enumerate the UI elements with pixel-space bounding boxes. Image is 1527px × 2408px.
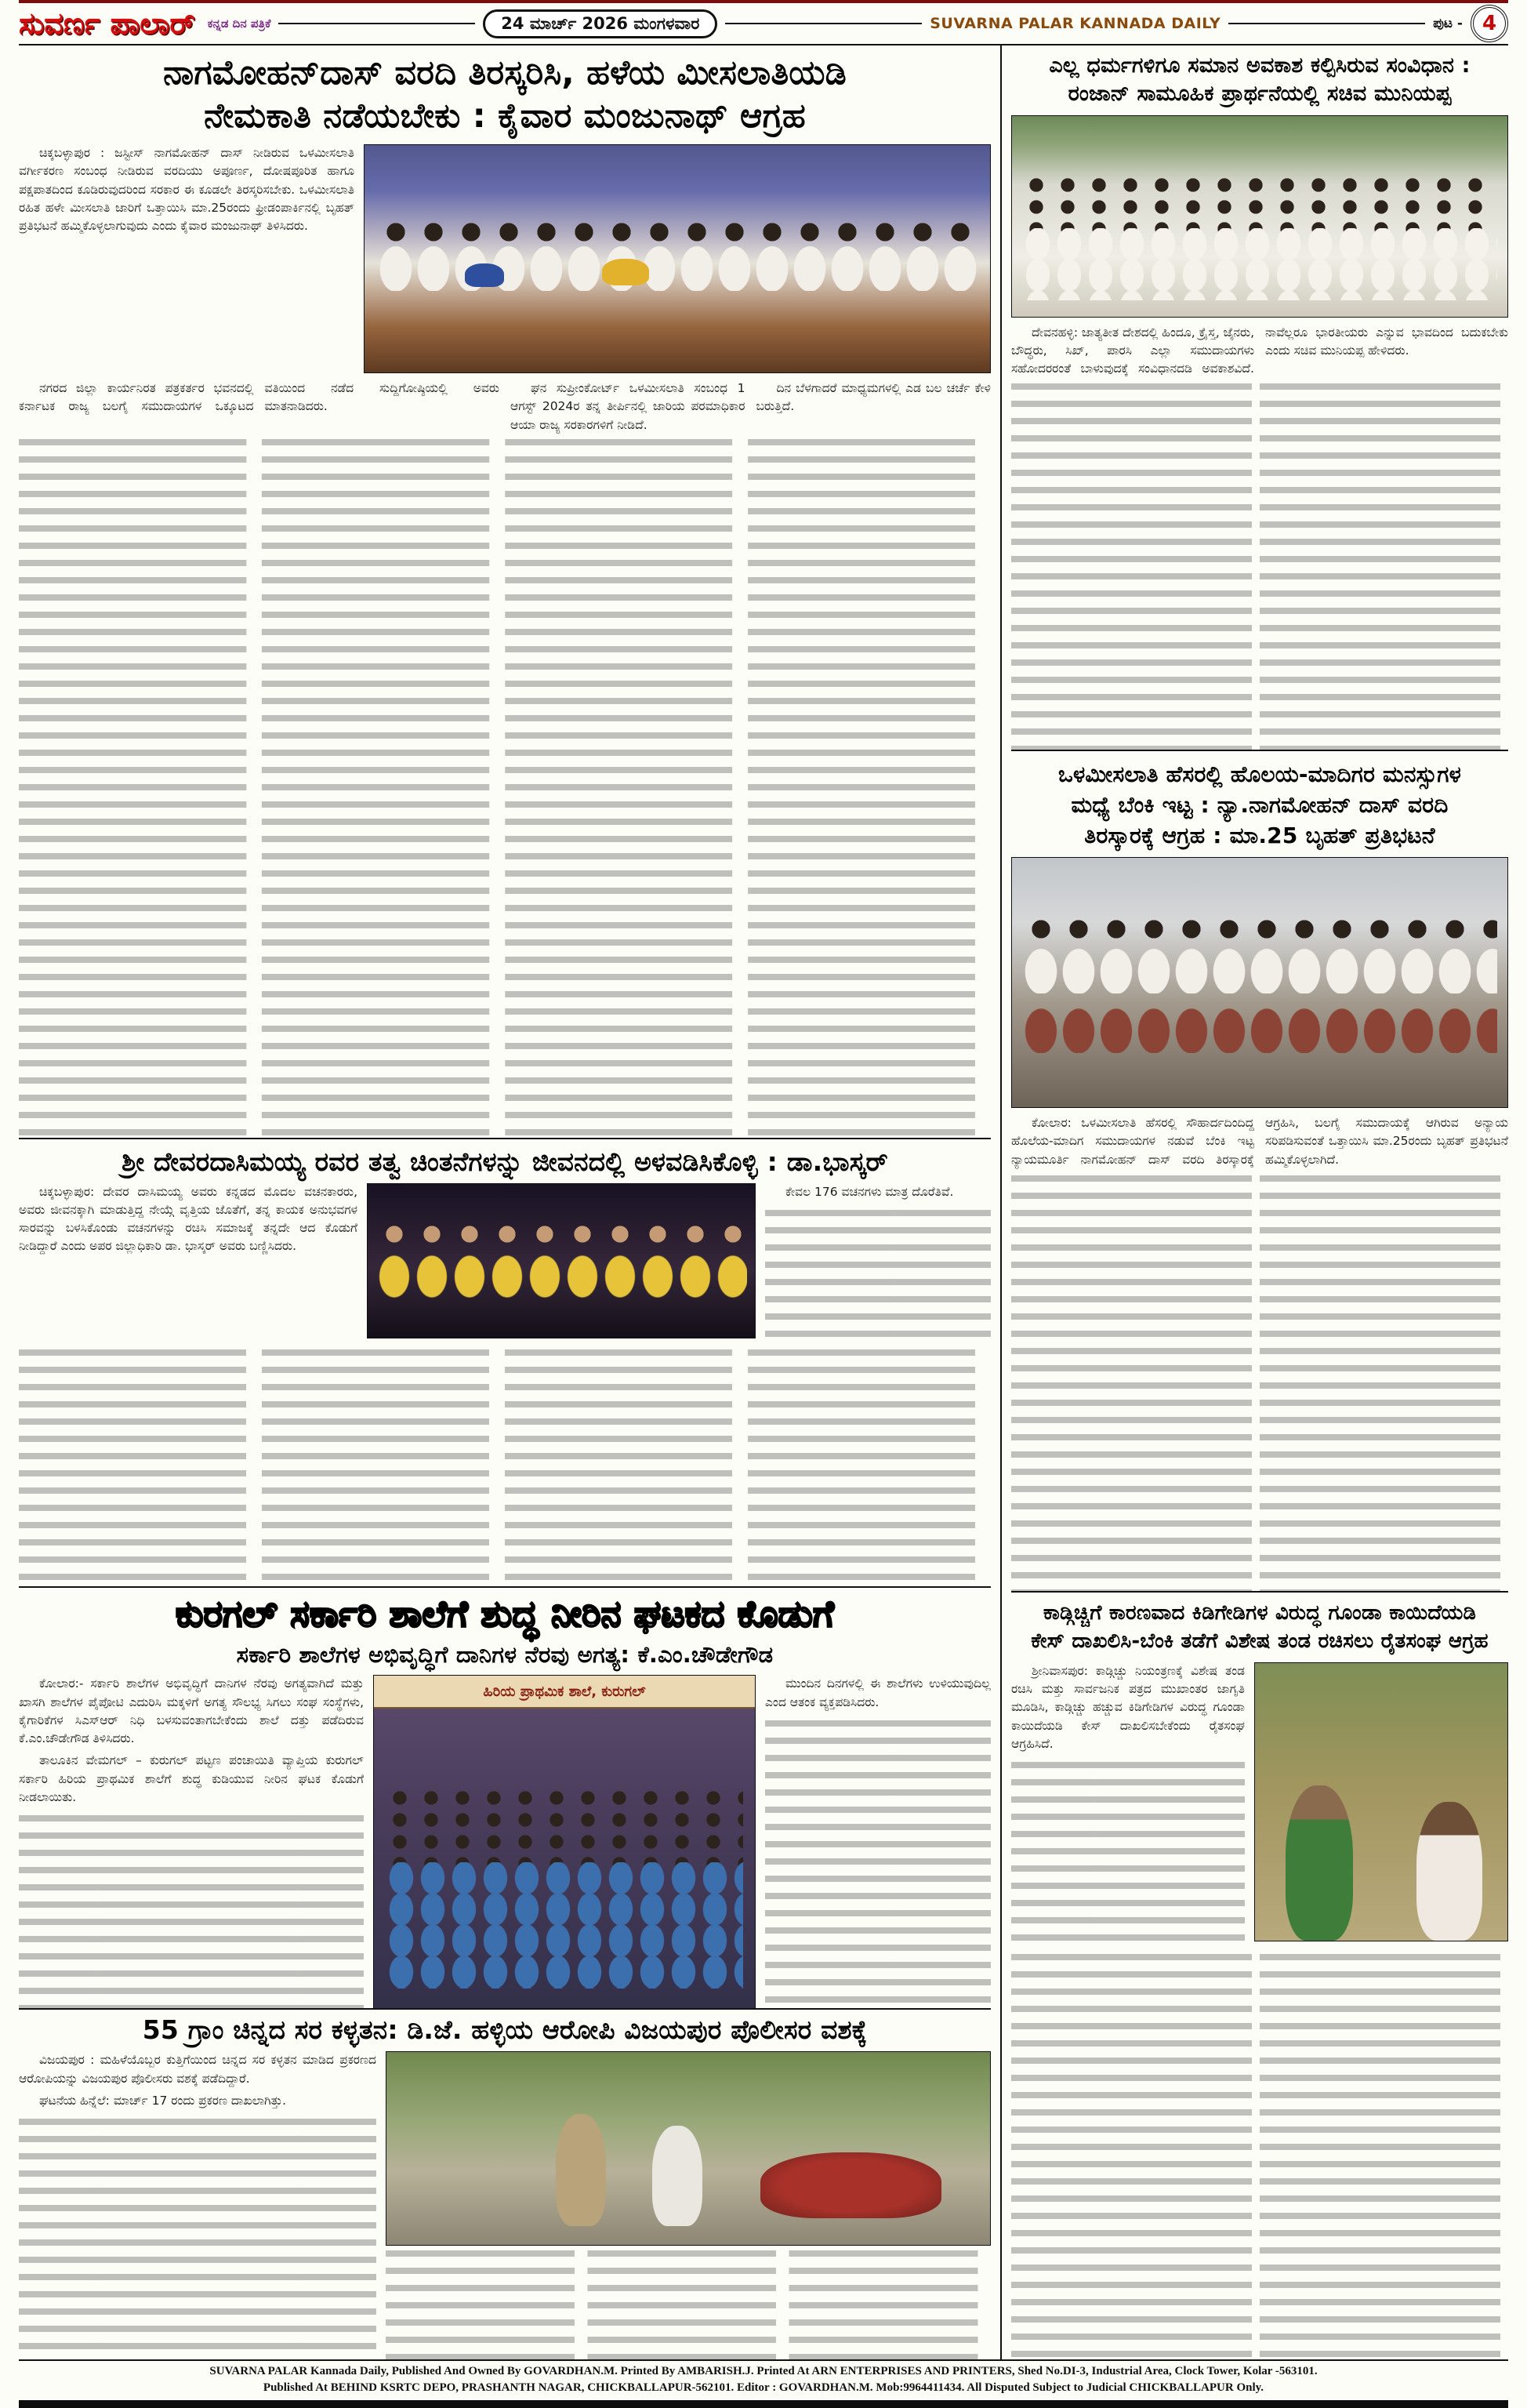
body-continued: [19, 380, 991, 1138]
photo-people-row: [375, 1223, 747, 1248]
photo-people-row: [1022, 1008, 1498, 1053]
photo-people-row: [377, 220, 977, 245]
header-rule-right: [1228, 23, 1425, 24]
body-column-right: [765, 1183, 991, 1340]
greeked-text-filler: [19, 2119, 376, 2359]
greeked-text-filler: [1011, 383, 1508, 750]
body-paragraph: ಕೇವಲ 176 ವಚನಗಳು ಮಾತ್ರ ದೊರೆತಿವೆ.: [785, 1184, 954, 1199]
article-gold-theft: [19, 2008, 991, 2359]
body-column-1: [19, 144, 354, 373]
photo-crowd-white-garments: [1022, 228, 1498, 300]
press-meet-photo: [364, 144, 991, 373]
body-continued: [19, 1345, 991, 1586]
body-column-1: [19, 1183, 357, 1340]
article-inner-reservation: [1011, 750, 1508, 1591]
article-headline: ಶ್ರೀ ದೇವರದಾಸಿಮಯ್ಯ ರವರ ತತ್ವ ಚಿಂತನೆಗಳನ್ನು ಜೀವನದಲ್ಲಿ ಅಳವಡಿಸಿಕೊಳ್ಳಿ : ಡಾ.ಭಾಸ್ಕರ್: [122, 1146, 888, 1178]
body-column-1: [1011, 1662, 1245, 1943]
body-paragraph: ಮುಂದಿನ ದಿನಗಳಲ್ಲಿ ಈ ಶಾಲೆಗಳು ಉಳಿಯುವುದಿಲ್ಲ ಎಂದ ಆತಂಕ ವ್ಯಕ್ತಪಡಿಸಿದರು.: [765, 1676, 991, 1709]
protest-group-photo: [1011, 857, 1508, 1108]
body-continued: [1011, 324, 1508, 750]
article-reservation-report: [19, 45, 991, 1138]
prayer-crowd-photo: [1011, 115, 1508, 318]
body-paragraph: ಘನ ಸುಪ್ರೀಂಕೋರ್ಟ್ ಒಳಮೀಸಲಾತಿ ಸಂಬಂಧ 1 ಆಗಸ್ಟ್ 2024ರ ತನ್ನ ತೀರ್ಪಿನಲ್ಲಿ ಜಾರಿಯ ಪರಮಾಧಿಕಾರ ಆಯಾ ರಾಜ್ಯ ಸರಕಾರಗಳಿಗೆ ನೀಡಿದೆ.: [510, 381, 745, 432]
headline-line-1: ಕಾಡ್ಗಿಚ್ಚಿಗೆ ಕಾರಣವಾದ ಕಿಡಿಗೇಡಿಗಳ ವಿರುದ್ಧ ಗೂಂಡಾ ಕಾಯಿದೆಯಡಿ: [1043, 1601, 1477, 1625]
photo-people-row: [1022, 948, 1498, 993]
photo-farmer-white-shirt: [1416, 1802, 1482, 1941]
page-number-badge: 4: [1471, 5, 1508, 42]
photo-figure: [652, 2126, 702, 2226]
article-kuragal-school: [19, 1586, 991, 2008]
greeked-text-filler: [765, 1210, 991, 1340]
headline-line-1: ನಾಗಮೋಹನ್‌ದಾಸ್ ವರದಿ ತಿರಸ್ಕರಿಸಿ, ಹಳೆಯ ಮೀಸಲಾತಿಯಡಿ: [163, 53, 847, 93]
photo-students-uniforms: [386, 1862, 744, 1989]
farmers-dry-trees-photo: [1254, 1662, 1508, 1941]
stage-event-photo: [367, 1183, 756, 1338]
body-paragraph: ದಿನ ಬೆಳಗಾದರೆ ಮಾಧ್ಯಮಗಳಲ್ಲಿ ಎಡ ಬಲ ಚರ್ಚೆ ಕೇಳಿ ಬರುತ್ತಿದೆ.: [756, 381, 991, 414]
photo-and-caption: [386, 2051, 991, 2359]
body-paragraph: ಘಟನೆಯ ಹಿನ್ನೆಲೆ: ಮಾರ್ಚ್ 17 ರಂದು ಪ್ರಕರಣ ದಾಖಲಾಗಿತ್ತು.: [39, 2093, 287, 2108]
headline-line-2: ಮಧ್ಯೆ ಬೆಂಕಿ ಇಟ್ಟ : ನ್ಯಾ.ನಾಗಮೋಹನ್ ದಾಸ್ ವರದಿ: [1071, 791, 1449, 818]
body-paragraph: ವಿಜಯಪುರ : ಮಹಿಳೆಯೊಬ್ಬರ ಕುತ್ತಿಗೆಯಿಂದ ಚಿನ್ನದ ಸರ ಕಳ್ಳತನ ಮಾಡಿದ ಪ್ರಕರಣದ ಆರೋಪಿಯನ್ನು ವಿಜಯಪುರ ಪೊಲೀಸರು ವಶಕ್ಕೆ ಪಡೆದಿದ್ದಾರೆ.: [19, 2053, 376, 2086]
masthead-title: ಸುವರ್ಣ ಪಾಲಾರ್: [19, 5, 195, 41]
photo-garland-row: [375, 1255, 747, 1300]
masthead-bar: [19, 0, 1508, 44]
imprint-footer: [19, 2359, 1508, 2408]
greeked-text-filler: [19, 1815, 364, 2008]
main-column: [19, 45, 1000, 2359]
page-content: [19, 44, 1508, 2359]
header-rule-left: [278, 23, 475, 24]
imprint-line-1: SUVARNA PALAR Kannada Daily, Published And Owned By GOVARDHAN.M. Printed By AMBARISH.J. Printed At ARN ENTERPRISES AND PRINTERS, Shed No.DI-3, Industrial Area, Clock Tower, Kolar -563101.: [209, 2364, 1318, 2377]
article-headline: [19, 45, 991, 144]
photo-accent: [465, 263, 504, 287]
body-paragraph: ದೇವನಹಳ್ಳಿ: ಜಾತ್ಯತೀತ ದೇಶದಲ್ಲಿ ಹಿಂದೂ, ಕ್ರೈಸ್ತ, ಜೈನರು, ಬೌದ್ಧರು, ಸಿಖ್, ಪಾರಸಿ ಎಲ್ಲಾ ಸಮುದಾಯಗಳು ಸಹೋದರರಂತೆ ಬಾಳುವುದಕ್ಕೆ ಸಂವಿಧಾನದಡಿ ಅವಕಾಶವಿದೆ. ನಾವೆಲ್ಲರೂ ಭಾರತೀಯರು ಎನ್ನುವ ಭಾವದಿಂದ ಬದುಕಬೇಕು ಎಂದು ಸಚಿವ ಮುನಿಯಪ್ಪ ಹೇಳಿದರು.: [1011, 325, 1508, 376]
right-column: [1000, 45, 1508, 2359]
photo-crowd-heads: [1022, 176, 1498, 237]
article-headline: [1011, 1596, 1508, 1662]
body-paragraph: ಚಿಕ್ಕಬಳ್ಳಾಪುರ: ದೇವರ ದಾಸಿಮಯ್ಯ ಅವರು ಕನ್ನಡದ ಮೊದಲ ವಚನಕಾರರು, ಅವರು ಜೀವನಕ್ಕಾಗಿ ಮಾಡುತ್ತಿದ್ದ ನೇಯ್ಗೆ ವೃತ್ತಿಯ ಜೊತೆಗೆ, ತನ್ನ ಕಾಯಕ ಅನುಭವಗಳ ಸಾರವನ್ನು ಬಳಸಿಕೊಂಡು ವಚನಗಳನ್ನು ರಚಿಸಿ ಸಮಾಜಕ್ಕೆ ತನ್ನದೇ ಆದ ಕೊಡುಗೆ ನೀಡಿದ್ದಾರೆ ಎಂದು ಅಪರ ಜಿಲ್ಲಾಧಿಕಾರಿ ಡಾ. ಭಾಸ್ಕರ್ ಅವರು ಬಣ್ಣಿಸಿದರು.: [19, 1184, 357, 1254]
caption-text-area: [386, 2250, 991, 2359]
photo-police-figure: [556, 2114, 606, 2226]
photo-farmer-green-shirt: [1286, 1785, 1353, 1941]
imprint-line-2: Published At BEHIND KSRTC DEPO, PRASHANTH NAGAR, CHICKBALLAPUR-562101. Editor : GOVARDHAN.M. Mob:9964411434. All Disputed Subject to Judicial CHICKBALLAPUR Only.: [263, 2381, 1264, 2395]
headline-line-2: ರಂಜಾನ್ ಸಾಮೂಹಿಕ ಪ್ರಾರ್ಥನೆಯಲ್ಲಿ ಸಚಿವ ಮುನಿಯಪ್ಪ: [1068, 82, 1452, 107]
greeked-text-filler: [765, 1720, 991, 2008]
greeked-text-filler: [386, 2250, 991, 2359]
article-headline: 55 ಗ್ರಾಂ ಚಿನ್ನದ ಸರ ಕಳ್ಳತನ: ಡಿ.ಜೆ. ಹಳ್ಳಿಯ ಆರೋಪಿ ವಿಜಯಪುರ ಪೊಲೀಸರ ವಶಕ್ಕೆ: [142, 2014, 868, 2045]
body-paragraph: ಚಿಕ್ಕಬಳ್ಳಾಪುರ : ಜಸ್ಟೀಸ್ ನಾಗಮೋಹನ್ ದಾಸ್ ನೀಡಿರುವ ಒಳಮೀಸಲಾತಿ ವರ್ಗೀಕರಣ ಸಂಬಂಧ ನೀಡಿರುವ ವರದಿಯು ಅಪೂರ್ಣ, ದೋಷಪೂರಿತ ಹಾಗೂ ಪಕ್ಷಪಾತದಿಂದ ಕೂಡಿರುವುದರಿಂದ ಸರಕಾರ ಈ ಕೂಡಲೇ ತಿರಸ್ಕರಿಸಬೇಕು. ಒಳಮೀಸಲಾತಿ ರಹಿತ ಹಳೇ ಮೀಸಲಾತಿ ಜಾರಿಗೆ ಒತ್ತಾಯಿಸಿ ಮಾ.25ರಂದು ಫ್ರೀಡಂಪಾರ್ಕಿನಲ್ಲಿ ಬೃಹತ್ ಪ್ರತಿಭಟನೆ ಹಮ್ಮಿಕೊಳ್ಳಲಾಗುವುದು ಎಂದು ಕೈವಾರ ಮಂಜುನಾಥ್ ತಿಳಿಸಿದರು.: [19, 146, 354, 234]
body-column-1: [19, 1675, 364, 2007]
greeked-text-filler: [19, 1349, 991, 1586]
headline-line-1: ಎಲ್ಲ ಧರ್ಮಗಳಿಗೂ ಸಮಾನ ಅವಕಾಶ ಕಲ್ಪಿಸಿರುವ ಸಂವಿಧಾನ :: [1049, 53, 1471, 78]
article-subhead: ಸರ್ಕಾರಿ ಶಾಲೆಗಳ ಅಭಿವೃದ್ಧಿಗೆ ದಾನಿಗಳ ನೆರವು ಅಗತ್ಯ: ಕೆ.ಎಂ.ಚೌಡೇಗೌಡ: [236, 1641, 774, 1669]
article-headline-outline: ಕುರಗಲ್ ಸರ್ಕಾರಿ ಶಾಲೆಗೆ ಶುದ್ಧ ನೀರಿನ ಘಟಕದ ಕೊಡುಗೆ: [176, 1592, 834, 1635]
date-box: 24 ಮಾರ್ಚ್ 2026 ಮಂಗಳವಾರ: [483, 9, 717, 38]
photo-red-motorbike: [760, 2152, 941, 2218]
body-column-right: [765, 1675, 991, 2007]
body-paragraph: ಕೋಲಾರ: ಒಳಮೀಸಲಾತಿ ಹೆಸರಲ್ಲಿ ಸೌಹಾರ್ದದಿಂದಿದ್ದ ಹೊಲೆಯ-ಮಾದಿಗ ಸಮುದಾಯಗಳ ನಡುವೆ ಬೆಂಕಿ ಇಟ್ಟ ನ್ಯಾಯಮೂರ್ತಿ ನಾಗಮೋಹನ್ ದಾಸ್ ವರದಿ ತಿರಸ್ಕಾರಕ್ಕೆ ಆಗ್ರಹಿಸಿ, ಬಲಗೈ ಸಮುದಾಯಕ್ಕೆ ಆಗಿರುವ ಅನ್ಯಾಯ ಸರಿಪಡಿಸುವಂತೆ ಒತ್ತಾಯಿಸಿ ಮಾ.25ರಂದು ಬೃಹತ್ ಪ್ರತಿಭಟನೆ ಹಮ್ಮಿಕೊಳ್ಳಲಾಗಿದೆ.: [1011, 1116, 1508, 1167]
photo-people-row: [1022, 917, 1498, 942]
headline-line-1: ಒಳಮೀಸಲಾತಿ ಹೆಸರಲ್ಲಿ ಹೊಲಯ-ಮಾದಿಗರ ಮನಸ್ಸುಗಳ: [1057, 761, 1462, 787]
body-paragraph: ಶ್ರೀನಿವಾಸಪುರ: ಕಾಡ್ಗಿಚ್ಚು ನಿಯಂತ್ರಣಕ್ಕೆ ವಿಶೇಷ ತಂಡ ರಚಿಸಿ ಮತ್ತು ಸಾರ್ವಜನಿಕ ಪತ್ರದ ಮುಖಾಂತರ ಜಾಗೃತಿ ಮೂಡಿಸಿ, ಕಾಡ್ಗಿಚ್ಚು ಹಚ್ಚುವ ಕಿಡಿಗೇಡಿಗಳ ವಿರುದ್ಧ ಗೂಂಡಾ ಕಾಯಿದೆಯಡಿ ಕೇಸ್ ದಾಖಲಿಸಬೇಕೆಂದು ರೈತಸಂಘ ಆಗ್ರಹಿಸಿದೆ.: [1011, 1663, 1245, 1751]
masthead-tagline: ಕನ್ನಡ ದಿನ ಪತ್ರಿಕೆ: [207, 16, 271, 31]
body-column-1: [19, 2051, 376, 2359]
article-forest-fire: [1011, 1591, 1508, 2359]
body-continued: [1011, 1949, 1508, 2359]
photo-accent: [602, 259, 649, 285]
headline-line-2: ನೇಮಕಾತಿ ನಡೆಯಬೇಕು : ಕೈವಾರ ಮಂಜುನಾಥ್ ಆಗ್ರಹ: [204, 96, 806, 136]
page-label: ಪುಟ -: [1433, 16, 1463, 31]
greeked-text-filler: [1011, 1954, 1508, 2359]
article-ramzan-prayer: [1011, 45, 1508, 750]
headline-line-2: ಕೇಸ್ ದಾಖಲಿಸಿ-ಬೆಂಕಿ ತಡೆಗೆ ವಿಶೇಷ ತಂಡ ರಚಿಸಲು ರೈತಸಂಘ ಆಗ್ರಹ: [1031, 1629, 1489, 1654]
bottom-rule: [19, 2400, 1508, 2408]
article-dasimayya: [19, 1138, 991, 1586]
daily-name: SUVARNA PALAR KANNADA DAILY: [930, 15, 1221, 32]
greeked-text-filler: [1011, 1175, 1508, 1591]
article-headline: [1011, 45, 1508, 115]
greeked-text-filler: [19, 439, 991, 1138]
greeked-text-filler: [1011, 1762, 1245, 1943]
body-continued: [1011, 1114, 1508, 1591]
body-paragraph: ತಾಲೂಕಿನ ವೇಮಗಲ್ – ಕುರುಗಲ್ ಪಟ್ಟಣ ಪಂಚಾಯಿತಿ ವ್ಯಾಪ್ತಿಯ ಕುರುಗಲ್ ಸರ್ಕಾರಿ ಹಿರಿಯ ಪ್ರಾಥಮಿಕ ಶಾಲೆಗೆ ಶುದ್ಧ ಕುಡಿಯುವ ನೀರಿನ ಘಟಕ ಕೊಡುಗೆ ನೀಡಲಾಯಿತು.: [19, 1753, 364, 1804]
police-seizure-photo: [386, 2051, 991, 2246]
article-headline: [1011, 754, 1508, 858]
body-paragraph: ನಗರದ ಜಿಲ್ಲಾ ಕಾರ್ಯನಿರತ ಪತ್ರಕರ್ತರ ಭವನದಲ್ಲಿ ಕರ್ನಾಟಕ ರಾಜ್ಯ ಬಲಗೈ ಸಮುದಾಯಗಳ ಒಕ್ಕೂಟದ ವತಿಯಿಂದ ನಡೆದ ಸುದ್ದಿಗೋಷ್ಠಿಯಲ್ಲಿ ಅವರು ಮಾತನಾಡಿದರು.: [19, 381, 499, 414]
school-banner-text: ಹಿರಿಯ ಪ್ರಾಥಮಿಕ ಶಾಲೆ, ಕುರುಗಲ್: [374, 1676, 755, 1709]
body-paragraph: ಕೋಲಾರ:- ಸರ್ಕಾರಿ ಶಾಲೆಗಳ ಅಭಿವೃದ್ಧಿಗೆ ದಾನಿಗಳ ನೆರವು ಅಗತ್ಯವಾಗಿದೆ ಮತ್ತು ಖಾಸಗಿ ಶಾಲೆಗಳ ಪೈಪೋಟಿ ಎದುರಿಸಿ ಮಕ್ಕಳಿಗೆ ಅಗತ್ಯ ಸೌಲಭ್ಯ ಸಿಗಲು ಸಂಘ ಸಂಸ್ಥೆಗಳು, ಕೈಗಾರಿಕೆಗಳ ಸಿಎಸ್‌ಆರ್ ನಿಧಿ ಬಳಸುವಂತಾಗಬೇಕೆಂದು ಶಾಲೆ ದತ್ತು ಪಡೆದಿರುವ ಕೆ.ಎಂ.ಚೌಡೇಗೌಡ ತಿಳಿಸಿದರು.: [19, 1676, 364, 1746]
header-rule-mid: [725, 23, 922, 24]
school-students-photo: [373, 1675, 756, 2007]
headline-line-3: ತಿರಸ್ಕಾರಕ್ಕೆ ಆಗ್ರಹ : ಮಾ.25 ಬೃಹತ್ ಪ್ರತಿಭಟನೆ: [1084, 822, 1435, 848]
